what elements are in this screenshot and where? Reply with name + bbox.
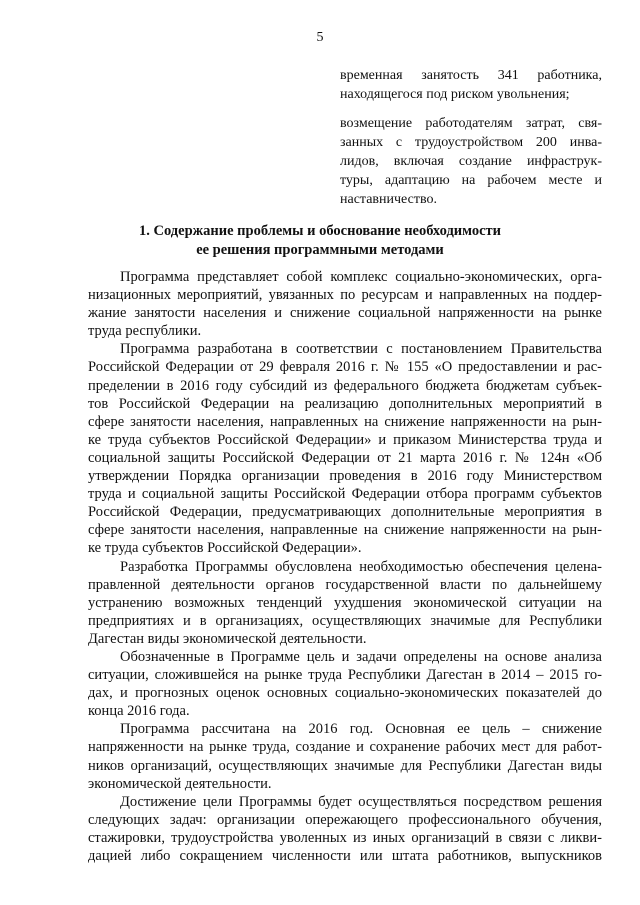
paragraph-line: ситуации, сложившейся на рынке труда Республики Дагестан в 2014 – 2015 го-	[88, 667, 602, 684]
paragraph-line: труда и социальной защиты Российской Федерации отбора программ субъектов	[88, 486, 602, 503]
paragraph-line: ке труда субъектов Российской Федерации» и приказом Министерства труда и	[88, 431, 602, 448]
paragraph-line: Российской Федерации от 29 февраля 2016 г. № 155 «О предоставлении и рас-	[88, 359, 602, 376]
paragraph	[88, 268, 602, 340]
paragraph	[88, 720, 602, 792]
section-heading-line-1: 1. Содержание проблемы и обоснование необходимости	[139, 223, 501, 239]
paragraph-line: Достижение цели Программы будет осуществляться посредством решения	[120, 793, 602, 810]
paragraph-line: Программа представляет собой комплекс социально-экономических, орга-	[120, 269, 602, 285]
paragraph	[88, 793, 602, 865]
list-item-line: наставничество.	[340, 192, 437, 207]
paragraph	[88, 340, 602, 557]
paragraph-line: Программа разработана в соответствии с постановлением Правительства	[120, 341, 602, 358]
paragraph-line: Российской Федерации, предусматривающих дополнительные мероприятия в	[88, 504, 602, 521]
list-item-line: временная занятость 341 работника,	[340, 68, 602, 83]
list-item-line: находящегося под риском увольнения;	[340, 87, 570, 102]
paragraph-line: сфере занятости населения, направленных на снижение напряженности на рын-	[88, 413, 602, 430]
paragraph-line: правленной деятельности органов государственной власти по дальнейшему	[88, 576, 602, 593]
list-item-line: лидов, включая создание инфраструк-	[340, 154, 602, 169]
paragraph-line: пределении в 2016 году субсидий из федерального бюджета бюджетам субъек-	[88, 377, 602, 394]
paragraph-line: конца 2016 года.	[88, 703, 190, 720]
list-item-line: занных с трудоустройством 200 инва-	[340, 135, 602, 150]
paragraph-line: социальной защиты Российской Федерации от 21 марта 2016 г. № 124н «Об	[88, 449, 602, 466]
list-item-line: возмещение работодателям затрат, свя-	[340, 116, 602, 131]
list-item-temporary-employment	[340, 66, 602, 104]
body-text	[88, 268, 602, 865]
paragraph-line: дацией либо сокращением численности или штата работников, выпускников	[88, 848, 602, 864]
paragraph-line: Разработка Программы обусловлена необходимостью обеспечения целена-	[120, 558, 602, 575]
section-heading-line-2: ее решения программными методами	[196, 242, 444, 258]
list-item-employer-compensation	[340, 114, 602, 209]
page-number: 5	[316, 30, 324, 45]
paragraph-line: труда республики.	[88, 323, 202, 340]
paragraph-line: низационных мероприятий, увязанных по ресурсам и направленных на поддер-	[88, 287, 602, 304]
paragraph-line: устранению возможных тенденций ухудшения экономической ситуации на	[88, 594, 602, 611]
paragraph-line: экономической деятельности.	[88, 775, 272, 792]
paragraph-line: Обозначенные в Программе цель и задачи определены на основе анализа	[120, 648, 602, 665]
section-heading	[0, 222, 640, 260]
paragraph-line: дах, и прогнозных оценок основных социально-экономических показателей до	[88, 685, 602, 702]
paragraph-line: жание занятости населения и снижение социальной напряженности на рынке	[88, 305, 602, 322]
list-item-line: туры, адаптацию на рабочем месте и	[340, 173, 602, 188]
paragraph-line: утверждении Порядка организации проведения в 2016 году Министерством	[88, 468, 602, 485]
paragraph-line: предприятиях и в организациях, осуществляющих значимые для Республики	[88, 612, 602, 629]
paragraph-line: стажировки, трудоустройства уволенных из иных организаций в связи с ликви-	[88, 829, 602, 846]
paragraph-line: ке труда субъектов Российской Федерации».	[88, 540, 362, 557]
paragraph-line: Дагестан виды экономической деятельности.	[88, 630, 367, 647]
paragraph	[88, 558, 602, 648]
paragraph-line: Программа рассчитана на 2016 год. Основная ее цель – снижение	[120, 721, 602, 738]
paragraph	[88, 648, 602, 720]
paragraph-line: тов Российской Федерации на реализацию дополнительных мероприятий в	[88, 395, 602, 412]
paragraph-line: ников организаций, осуществляющих значимые для Республики Дагестан виды	[88, 757, 602, 774]
paragraph-line: сфере занятости населения, направленные на снижение напряженности на рын-	[88, 522, 602, 539]
paragraph-line: напряженности на рынке труда, создание и сохранение рабочих мест для работ-	[88, 739, 602, 756]
paragraph-line: следующих задач: организации опережающего профессионального обучения,	[88, 811, 602, 828]
